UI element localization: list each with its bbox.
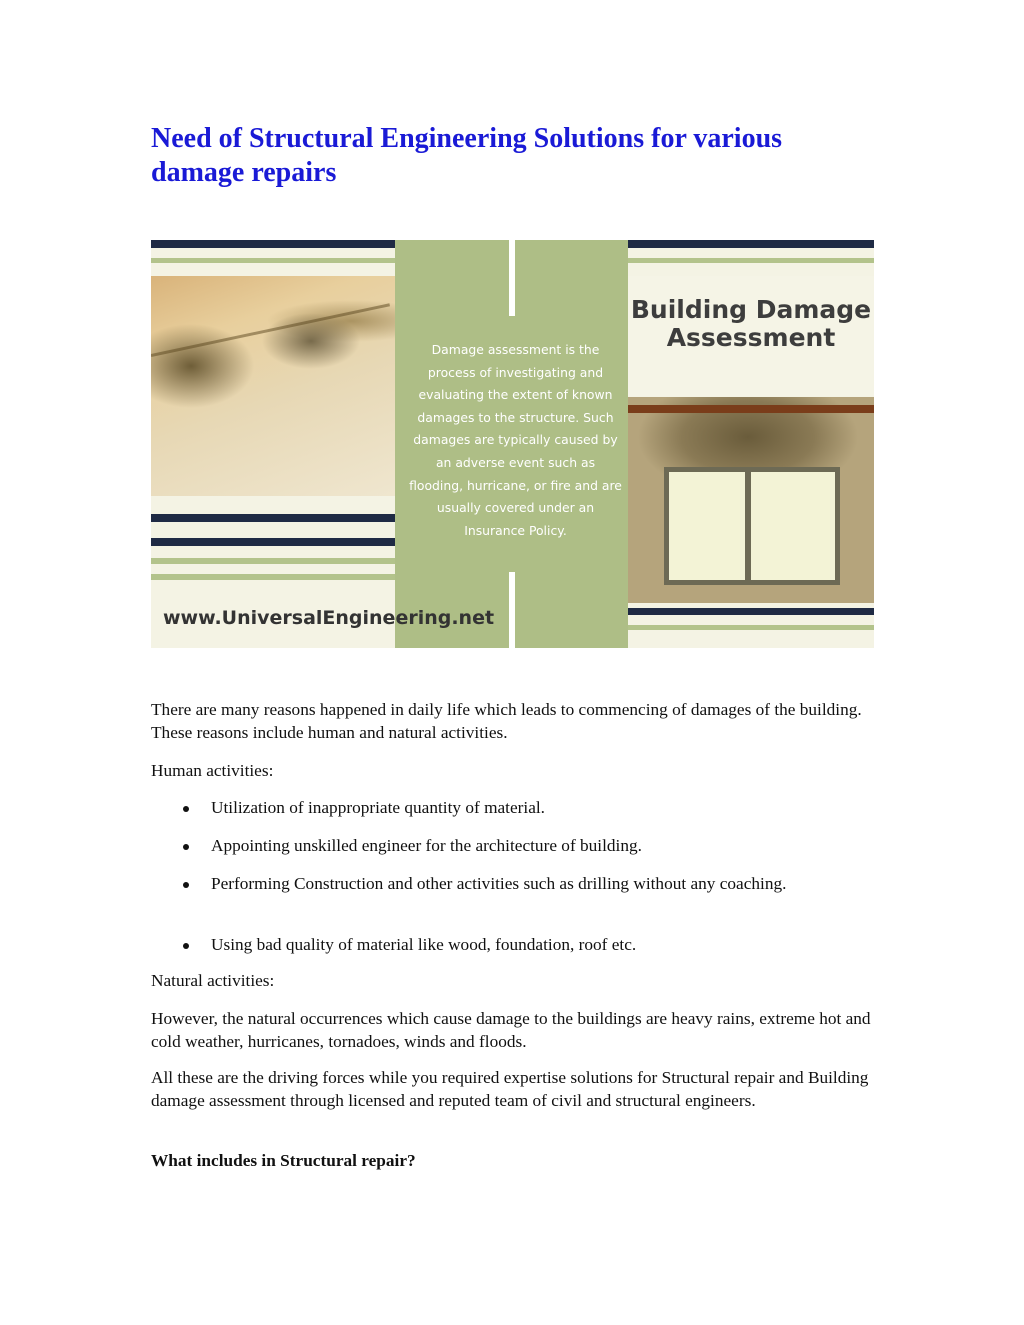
banner-website: www.UniversalEngineering.net	[163, 607, 495, 629]
bullet-icon	[183, 882, 189, 888]
page-title: Need of Structural Engineering Solutions for various damage repairs	[151, 123, 783, 188]
intro-paragraph: There are many reasons happened in daily life which leads to commencing of damages of the building. These reasons include human and natural activities.	[151, 700, 862, 742]
bullet-icon	[183, 844, 189, 850]
natural-activities-label: Natural activities:	[151, 971, 275, 990]
list-item-text: Using bad quality of material like wood, foundation, roof etc.	[211, 935, 637, 954]
banner-stripe	[151, 558, 395, 564]
bullet-icon	[183, 806, 189, 812]
human-activities-label: Human activities:	[151, 761, 274, 780]
list-item-text: Performing Construction and other activities such as drilling without any coaching.	[211, 874, 787, 893]
banner-stripe	[151, 240, 395, 248]
banner-description: Damage assessment is the process of investigating and evaluating the extent of known damages to the structure. Such damages are typically caused by an adverse event such as flooding, hurricane, or fire and are usually covered under an Insurance Policy.	[409, 342, 622, 538]
section-subheading: What includes in Structural repair?	[151, 1151, 416, 1170]
list-item-text: Appointing unskilled engineer for the architecture of building.	[211, 836, 642, 855]
list-item-text: Utilization of inappropriate quantity of material.	[211, 798, 545, 817]
driving-forces-paragraph: All these are the driving forces while you required expertise solutions for Structural repair and Building damage assessment through licensed and reputed team of civil and structural engineers.	[151, 1068, 869, 1110]
damaged-window-photo	[628, 397, 874, 603]
banner-stripe	[628, 258, 874, 263]
natural-paragraph: However, the natural occurrences which cause damage to the buildings are heavy rains, extreme hot and cold weather, hurricanes, tornadoes, winds and floods.	[151, 1009, 871, 1051]
bullet-icon	[183, 943, 189, 949]
banner-image	[151, 240, 874, 648]
banner-stripe	[151, 258, 395, 263]
banner-stripe	[628, 625, 874, 630]
damaged-ceiling-photo	[151, 276, 395, 496]
banner-stripe	[628, 608, 874, 615]
banner-stripe	[151, 538, 395, 546]
banner-heading: Building Damage Assessment	[630, 295, 872, 352]
banner-stripe	[628, 240, 874, 248]
banner-stripe	[151, 514, 395, 522]
banner-stripe	[151, 574, 395, 580]
